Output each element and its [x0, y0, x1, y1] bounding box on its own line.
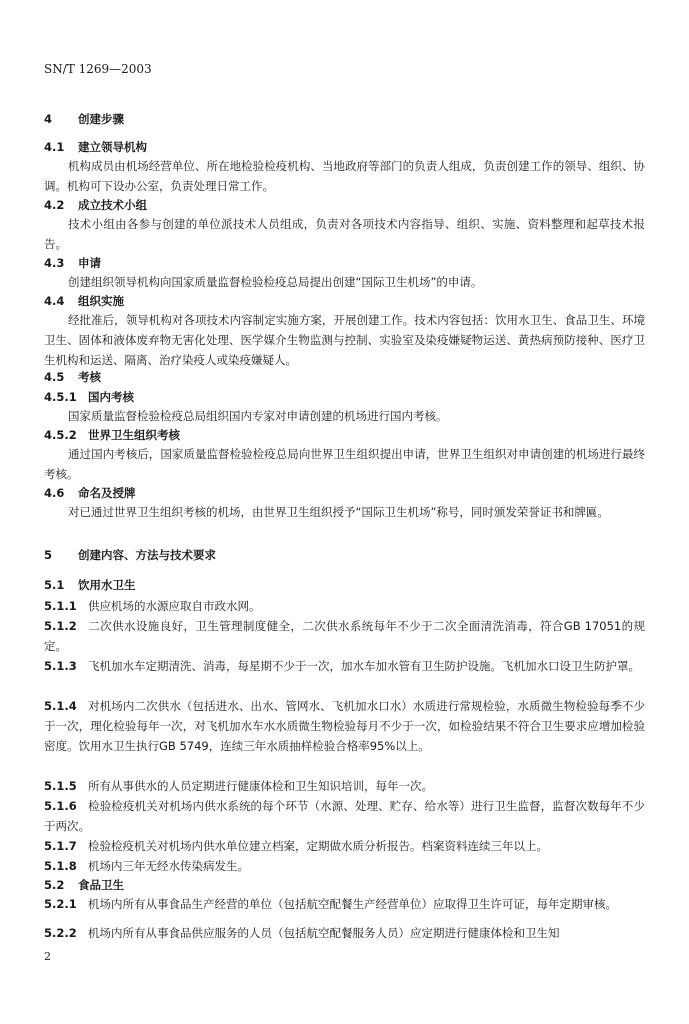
clause-text: 机场内所有从事食品供应服务的人员（包括航空配餐服务人员）应定期进行健康体检和卫生知: [88, 926, 560, 940]
clause-text: 机场内三年无经水传染病发生。: [88, 859, 249, 873]
section-number: 4.2: [44, 198, 65, 212]
clause-5-2-2: [44, 924, 645, 942]
section-number: 4.5.1: [44, 390, 77, 404]
section-title: 组织实施: [78, 294, 124, 308]
clause-number: 5.1.2: [44, 619, 77, 633]
section-title: 命名及授牌: [78, 486, 136, 500]
section-4-6-text: 对已通过世界卫生组织考核的机场，由世界卫生组织授予“国际卫生机场”称号，同时颁发荣誉证书和牌匾。: [68, 505, 609, 519]
clause-text: 检验检疫机关对机场内供水单位建立档案，定期做水质分析报告。档案资料连续三年以上。: [88, 839, 548, 853]
clause-5-1-2: [44, 616, 645, 656]
clause-5-1-3: [44, 656, 645, 676]
clause-number: 5.1.1: [44, 599, 77, 613]
clause-number: 5.1.3: [44, 659, 77, 673]
section-number: 4.1: [44, 140, 65, 154]
section-5-2-heading: [44, 876, 645, 894]
clause-text: 所有从事供水的人员定期进行健康体检和卫生知识培训，每年一次。: [88, 779, 433, 793]
section-4-3-heading: [44, 254, 645, 272]
section-number: 5: [44, 548, 53, 562]
section-title: 世界卫生组织考核: [88, 428, 180, 442]
clause-5-2-1: [44, 894, 645, 914]
section-4-4-text: 经批准后，领导机构对各项技术内容制定实施方案，开展创建工作。技术内容包括：饮用水卫生、食品卫生、环境卫生、固体和液体废弃物无害化处理、医学媒介生物监测与控制、实验室及染疫嫌疑物运送、黄热病预防接种、医疗卫生机构和运送、隔离、治疗染疫人或染疫嫌疑人。: [44, 313, 645, 367]
section-number: 5.1: [44, 578, 65, 592]
section-number: 4.6: [44, 486, 65, 500]
section-number: 4.4: [44, 294, 65, 308]
clause-text: 二次供水设施良好，卫生管理制度健全，二次供水系统每年不少于二次全面清洗消毒，符合GB 17051的规定。: [44, 619, 645, 653]
clause-text: 检验检疫机关对机场内供水系统的每个环节（水源、处理、贮存、给水等）进行卫生监督，监督次数每年不少于两次。: [44, 799, 645, 833]
standard-number-header: SN/T 1269—2003: [44, 62, 152, 76]
section-title: 申请: [78, 256, 101, 270]
section-4-5-2-heading: [44, 426, 645, 444]
clause-5-1-5: [44, 776, 645, 796]
section-4-1-heading: [44, 138, 645, 156]
clause-text: 飞机加水车定期清洗、消毒，每星期不少于一次，加水车加水管有卫生防护设施。飞机加水口设卫生防护罩。: [88, 659, 640, 673]
section-title: 建立领导机构: [78, 140, 147, 154]
section-title: 食品卫生: [78, 878, 124, 892]
clause-text: 对机场内二次供水（包括进水、出水、管网水、飞机加水口水）水质进行常规检验，水质微生物检验每季不少于一次，理化检验每年一次，对飞机加水车水水质微生物检验每月不少于一次，如检验结果不符合卫生要求应增加检验密度。饮用水卫生执行GB 5749，连续三年水质抽样检验合格率95%以上。: [44, 699, 645, 753]
clause-text: 供应机场的水源应取自市政水网。: [88, 599, 261, 613]
section-number: 4.3: [44, 256, 65, 270]
section-title: 国内考核: [88, 390, 134, 404]
section-4-2-heading: [44, 196, 645, 214]
section-number: 4.5.2: [44, 428, 77, 442]
section-4-2-text: 技术小组由各参与创建的单位派技术人员组成，负责对各项技术内容指导、组织、实施、资料整理和起草技术报告。: [44, 217, 645, 251]
section-4-4-heading: [44, 292, 645, 310]
clause-5-1-6: [44, 796, 645, 836]
clause-number: 5.1.5: [44, 779, 77, 793]
section-4-heading: [44, 110, 645, 128]
clause-number: 5.2.2: [44, 926, 77, 940]
section-4-5-1-text: 国家质量监督检验检疫总局组织国内专家对申请创建的机场进行国内考核。: [68, 409, 448, 423]
section-4-5-2-text: 通过国内考核后，国家质量监督检验检疫总局向世界卫生组织提出申请，世界卫生组织对申请创建的机场进行最终考核。: [44, 447, 645, 481]
clause-number: 5.1.7: [44, 839, 77, 853]
clause-5-1-4: [44, 696, 645, 756]
section-title: 创建内容、方法与技术要求: [78, 548, 216, 562]
section-4-5-heading: [44, 368, 645, 386]
section-title: 饮用水卫生: [78, 578, 136, 592]
clause-5-1-7: [44, 836, 645, 856]
clause-number: 5.1.6: [44, 799, 77, 813]
clause-5-1-1: [44, 596, 645, 616]
section-4-3-text: 创建组织领导机构向国家质量监督检验检疫总局提出创建“国际卫生机场”的申请。: [68, 275, 483, 289]
section-5-heading: [44, 546, 645, 564]
section-5-1-heading: [44, 576, 645, 594]
section-title: 成立技术小组: [78, 198, 147, 212]
clause-number: 5.1.4: [44, 699, 77, 713]
clause-5-1-8: [44, 856, 645, 876]
section-title: 创建步骤: [78, 112, 124, 126]
section-4-5-1-heading: [44, 388, 645, 406]
section-number: 4.5: [44, 370, 65, 384]
section-title: 考核: [78, 370, 101, 384]
page-number: 2: [44, 950, 51, 963]
section-4-1-text: 机构成员由机场经营单位、所在地检验检疫机构、当地政府等部门的负责人组成，负责创建工作的领导、组织、协调。机构可下设办公室，负责处理日常工作。: [44, 159, 645, 193]
section-number: 5.2: [44, 878, 65, 892]
section-number: 4: [44, 112, 53, 126]
section-4-6-heading: [44, 484, 645, 502]
clause-number: 5.2.1: [44, 897, 77, 911]
clause-number: 5.1.8: [44, 859, 77, 873]
clause-text: 机场内所有从事食品生产经营的单位（包括航空配餐生产经营单位）应取得卫生许可证，每年定期审核。: [88, 897, 617, 911]
